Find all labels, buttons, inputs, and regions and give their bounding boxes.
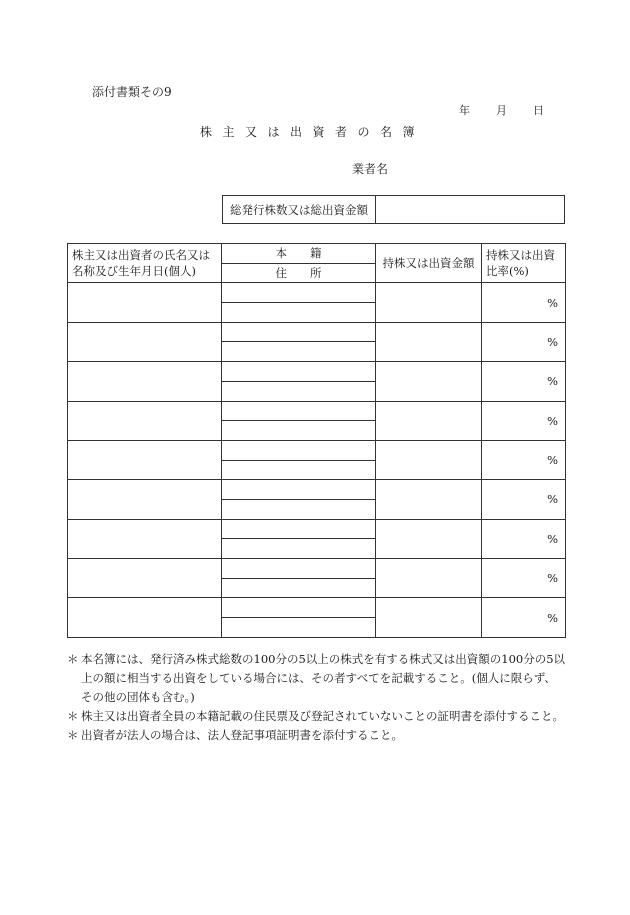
amount-cell[interactable] — [376, 322, 482, 361]
table-row — [68, 322, 566, 342]
amount-cell[interactable] — [376, 401, 482, 440]
page-title: 株主又は出資者の名簿 — [200, 125, 426, 139]
note-text: 本名簿には、発行済み株式総数の100分の5以上の株式を有する株式又は出資額の100分の5以上の額に相当する出資をしている場合には、その者すべてを記載すること。(個人に限らず、その他の団体も含む。) — [81, 652, 566, 704]
domicile-cell[interactable] — [222, 559, 376, 579]
name-cell[interactable] — [68, 559, 222, 598]
ratio-cell[interactable]: % — [482, 322, 566, 361]
ratio-cell[interactable]: % — [482, 440, 566, 479]
note-text: 株主又は出資者全員の本籍記載の住民票及び登記されていないことの証明書を添付すること。 — [81, 709, 564, 723]
note-item — [67, 650, 567, 707]
date-line — [459, 102, 544, 118]
ratio-cell[interactable]: % — [482, 519, 566, 558]
header-domicile: 本 籍 — [222, 244, 376, 264]
header-ratio: 持株又は出資比率(%) — [482, 244, 566, 283]
date-year: 年 — [459, 104, 470, 117]
domicile-cell[interactable] — [222, 322, 376, 342]
table-row — [68, 401, 566, 421]
table-row — [68, 598, 566, 618]
note-item — [67, 707, 567, 726]
name-cell[interactable] — [68, 480, 222, 519]
note-asterisk: ＊ — [67, 728, 79, 742]
name-cell[interactable] — [68, 519, 222, 558]
total-shares-value[interactable] — [376, 196, 565, 224]
notes-section — [67, 650, 567, 745]
address-cell[interactable] — [222, 303, 376, 323]
amount-cell[interactable] — [376, 480, 482, 519]
ratio-cell[interactable]: % — [482, 598, 566, 637]
domicile-cell[interactable] — [222, 440, 376, 460]
address-cell[interactable] — [222, 342, 376, 362]
amount-cell[interactable] — [376, 519, 482, 558]
date-month: 月 — [496, 104, 507, 117]
ratio-cell[interactable]: % — [482, 480, 566, 519]
domicile-cell[interactable] — [222, 362, 376, 382]
amount-cell[interactable] — [376, 362, 482, 401]
document-label: 添付書類その9 — [92, 85, 172, 99]
name-cell[interactable] — [68, 322, 222, 361]
table-row — [68, 283, 566, 303]
address-cell[interactable] — [222, 460, 376, 480]
total-shares-label: 総発行株数又は総出資金額 — [223, 196, 376, 224]
table-row — [68, 362, 566, 382]
domicile-cell[interactable] — [222, 401, 376, 421]
domicile-cell[interactable] — [222, 283, 376, 303]
total-shares-box — [222, 195, 565, 224]
amount-cell[interactable] — [376, 559, 482, 598]
domicile-cell[interactable] — [222, 598, 376, 618]
table-row — [68, 480, 566, 500]
header-address: 住 所 — [222, 263, 376, 283]
header-name: 株主又は出資者の氏名又は名称及び生年月日(個人) — [68, 244, 222, 283]
amount-cell[interactable] — [376, 283, 482, 322]
name-cell[interactable] — [68, 440, 222, 479]
table-row — [68, 440, 566, 460]
shareholder-table — [67, 243, 566, 638]
note-item — [67, 726, 567, 745]
ratio-cell[interactable]: % — [482, 401, 566, 440]
note-asterisk: ＊ — [67, 652, 79, 666]
address-cell[interactable] — [222, 539, 376, 559]
domicile-cell[interactable] — [222, 519, 376, 539]
header-amount: 持株又は出資金額 — [376, 244, 482, 283]
note-text: 出資者が法人の場合は、法人登記事項証明書を添付すること。 — [81, 728, 403, 742]
ratio-cell[interactable]: % — [482, 559, 566, 598]
table-row — [68, 519, 566, 539]
name-cell[interactable] — [68, 598, 222, 637]
date-day: 日 — [533, 104, 544, 117]
table-header-row — [68, 244, 566, 264]
name-cell[interactable] — [68, 362, 222, 401]
address-cell[interactable] — [222, 381, 376, 401]
table-row — [68, 559, 566, 579]
ratio-cell[interactable]: % — [482, 362, 566, 401]
name-cell[interactable] — [68, 401, 222, 440]
company-name-label: 業者名 — [352, 162, 389, 176]
name-cell[interactable] — [68, 283, 222, 322]
amount-cell[interactable] — [376, 440, 482, 479]
amount-cell[interactable] — [376, 598, 482, 637]
address-cell[interactable] — [222, 618, 376, 638]
note-asterisk: ＊ — [67, 709, 79, 723]
domicile-cell[interactable] — [222, 480, 376, 500]
address-cell[interactable] — [222, 421, 376, 441]
address-cell[interactable] — [222, 578, 376, 598]
ratio-cell[interactable]: % — [482, 283, 566, 322]
address-cell[interactable] — [222, 499, 376, 519]
